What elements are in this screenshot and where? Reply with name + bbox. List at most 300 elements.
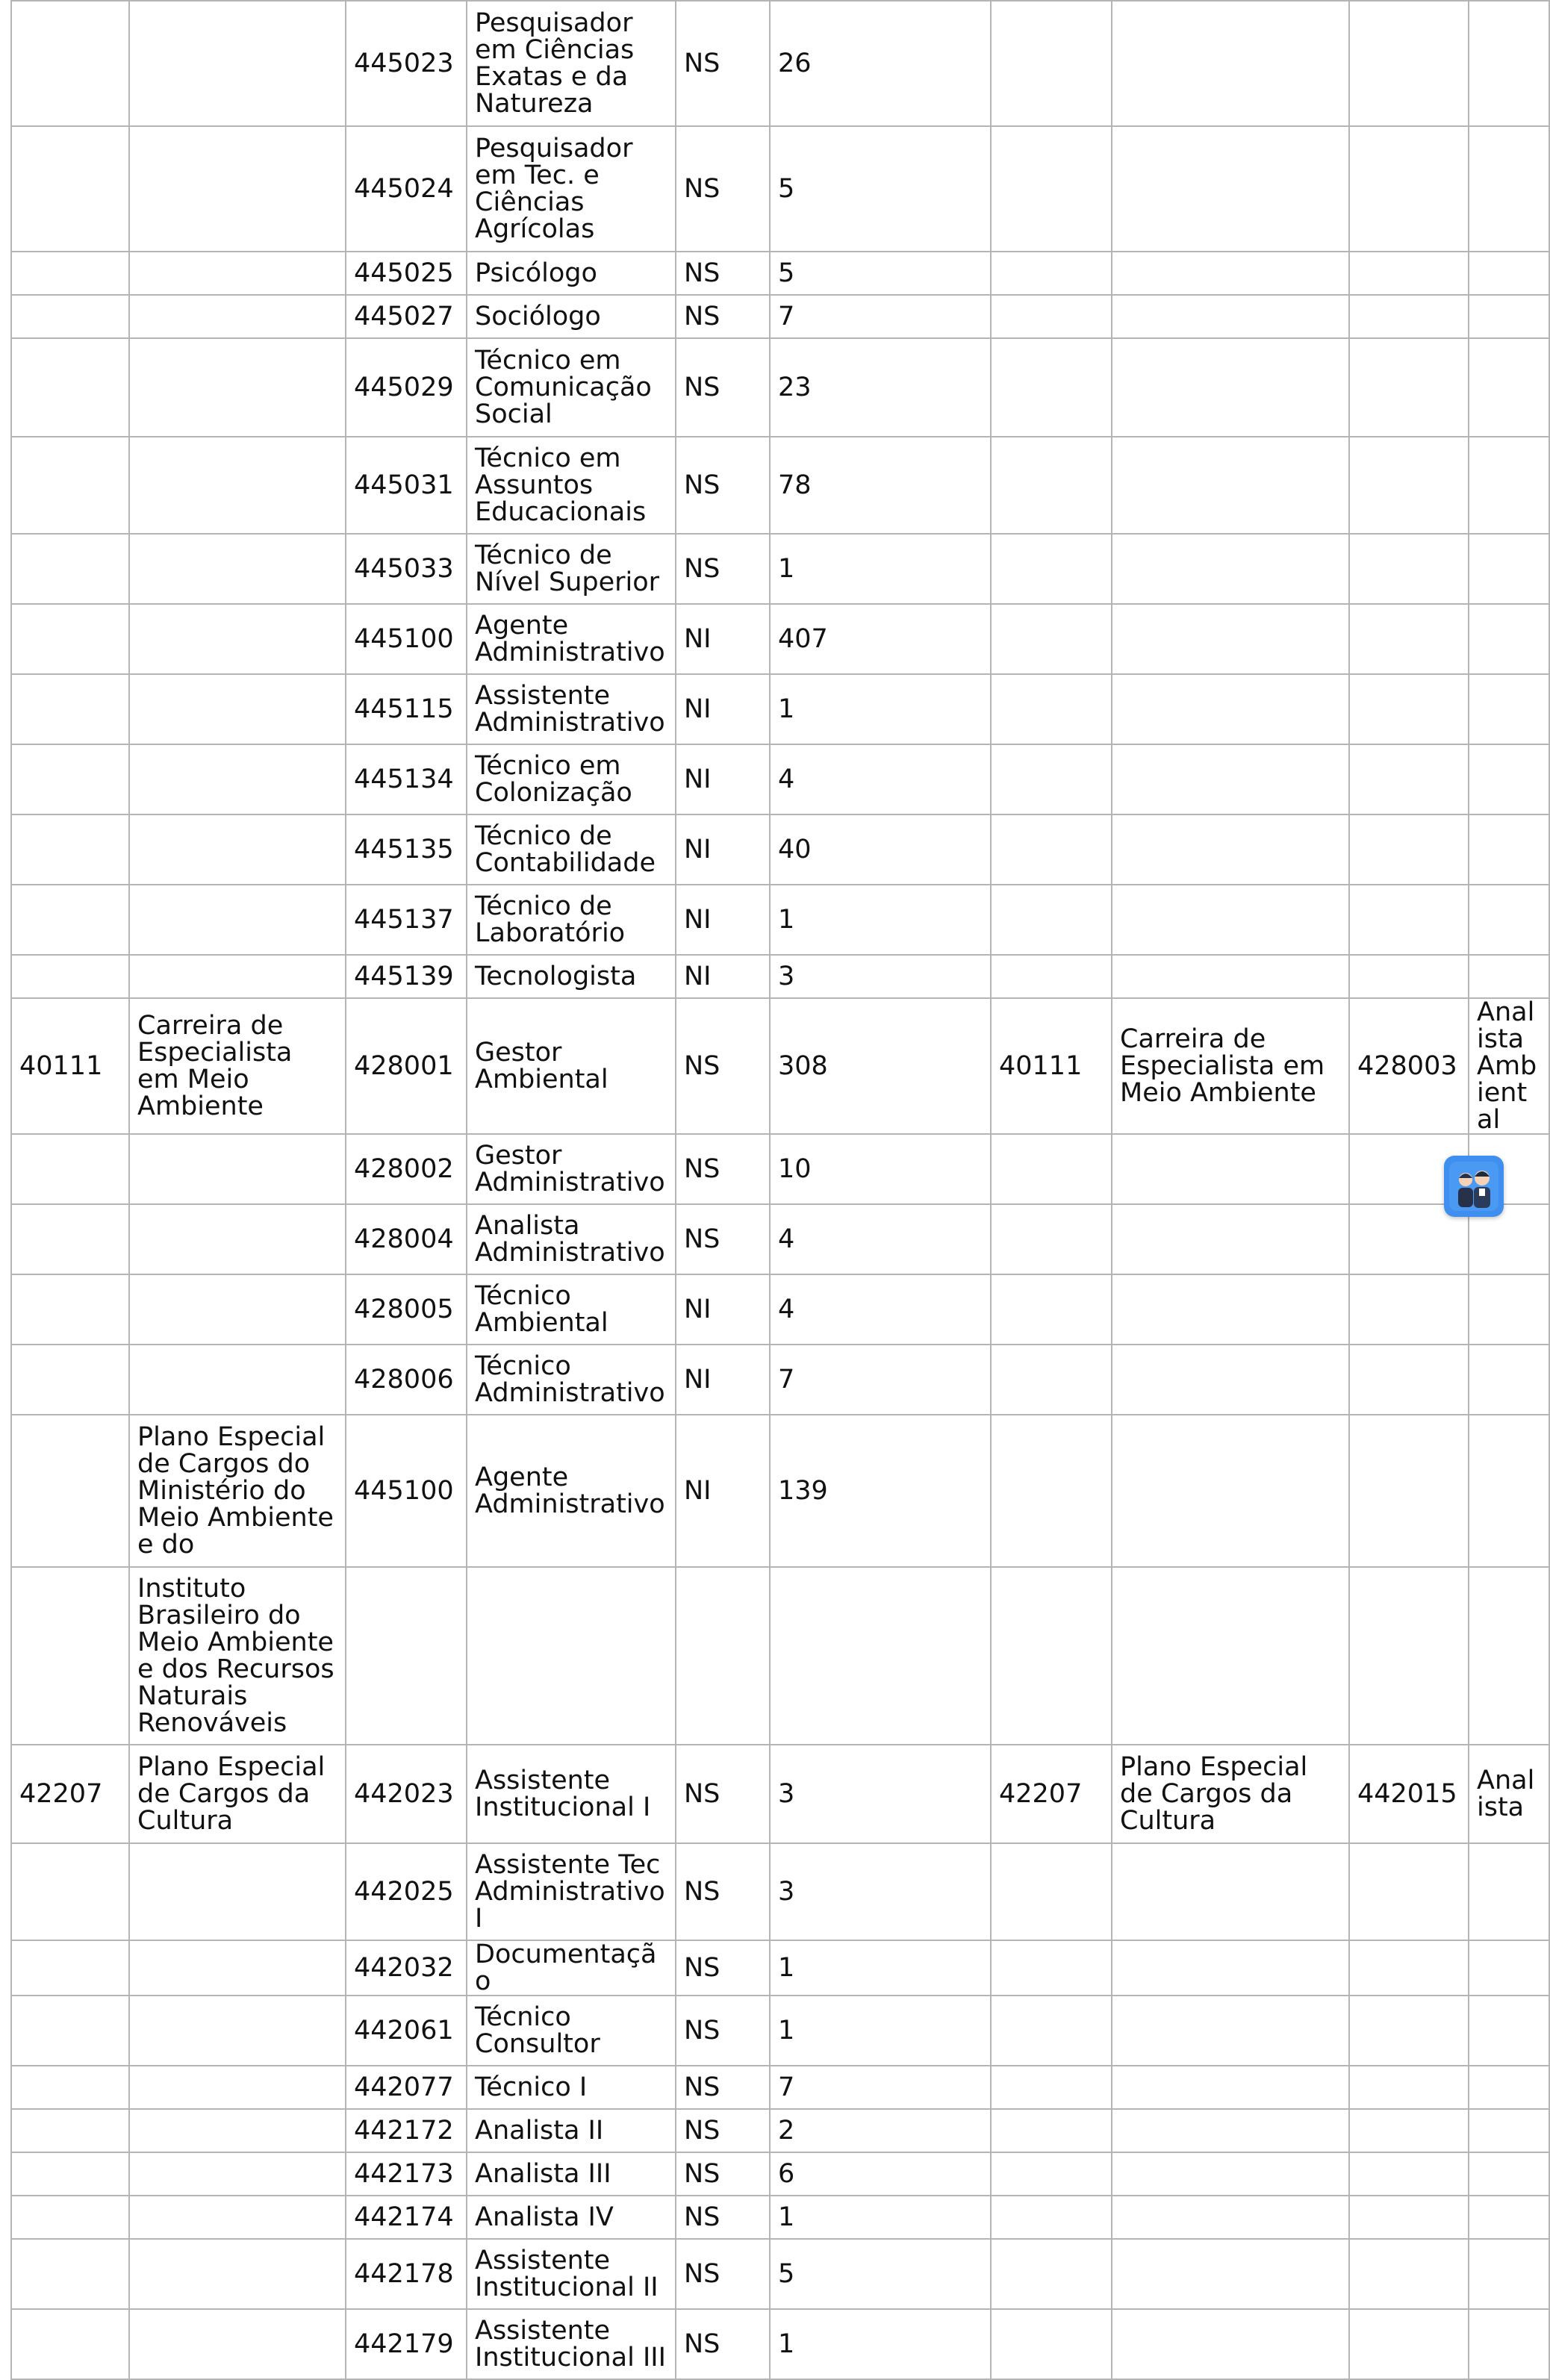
cell-code-a bbox=[11, 674, 129, 744]
cell-career-a bbox=[129, 1, 346, 126]
cell-position-code-b bbox=[1349, 2239, 1469, 2309]
cell-position-code: 445139 bbox=[346, 955, 467, 998]
cell-position-code: 442178 bbox=[346, 2239, 467, 2309]
cell-position-name: Documentação bbox=[467, 1940, 676, 1996]
cell-position-name-b bbox=[1469, 955, 1549, 998]
cell-level: NS bbox=[676, 1843, 770, 1940]
cell-code-b: 40111 bbox=[991, 998, 1112, 1134]
cell-code-a bbox=[11, 338, 129, 437]
cell-code-a bbox=[11, 1274, 129, 1345]
cell-quantity: 3 bbox=[770, 1745, 991, 1843]
cell-code-a bbox=[11, 1996, 129, 2066]
cell-career-b bbox=[1112, 252, 1349, 295]
table-row bbox=[11, 534, 1549, 604]
cell-quantity: 4 bbox=[770, 1204, 991, 1274]
cell-quantity: 407 bbox=[770, 604, 991, 674]
cell-code-b bbox=[991, 1274, 1112, 1345]
cell-position-code-b bbox=[1349, 1345, 1469, 1415]
cell-career-a bbox=[129, 1274, 346, 1345]
cell-level: NI bbox=[676, 814, 770, 885]
cell-position-name-b bbox=[1469, 534, 1549, 604]
cell-position-code-b bbox=[1349, 814, 1469, 885]
cell-code-b bbox=[991, 2152, 1112, 2196]
table-row bbox=[11, 1415, 1549, 1567]
cell-code-a bbox=[11, 2196, 129, 2239]
cell-code-a bbox=[11, 885, 129, 955]
cell-quantity: 1 bbox=[770, 1940, 991, 1996]
cell-level: NS bbox=[676, 1134, 770, 1204]
cell-position-code-b bbox=[1349, 955, 1469, 998]
cell-career-b bbox=[1112, 744, 1349, 814]
cell-career-b bbox=[1112, 1, 1349, 126]
cell-position-name: Técnico em Assuntos Educacionais bbox=[467, 437, 676, 534]
table-row bbox=[11, 437, 1549, 534]
cell-position-code: 442077 bbox=[346, 2066, 467, 2109]
cell-quantity: 139 bbox=[770, 1415, 991, 1567]
cell-position-name: Assistente Institucional I bbox=[467, 1745, 676, 1843]
cell-code-b bbox=[991, 885, 1112, 955]
cell-career-b bbox=[1112, 1567, 1349, 1745]
cell-quantity: 1 bbox=[770, 534, 991, 604]
cell-career-b bbox=[1112, 1204, 1349, 1274]
cell-position-code bbox=[346, 1567, 467, 1745]
cell-code-b bbox=[991, 604, 1112, 674]
cell-code-a bbox=[11, 2066, 129, 2109]
table-row bbox=[11, 1996, 1549, 2066]
cell-quantity: 26 bbox=[770, 1, 991, 126]
cell-position-name-b bbox=[1469, 2196, 1549, 2239]
cell-code-a: 40111 bbox=[11, 998, 129, 1134]
table-row bbox=[11, 998, 1549, 1134]
cell-level: NS bbox=[676, 2309, 770, 2379]
cell-career-a bbox=[129, 2309, 346, 2379]
cell-career-a bbox=[129, 437, 346, 534]
cell-level: NS bbox=[676, 437, 770, 534]
cell-position-name-b bbox=[1469, 1567, 1549, 1745]
table-row bbox=[11, 2152, 1549, 2196]
table-row bbox=[11, 1, 1549, 126]
cell-level bbox=[676, 1567, 770, 1745]
cell-position-code-b bbox=[1349, 1, 1469, 126]
cell-code-b bbox=[991, 338, 1112, 437]
cell-code-a bbox=[11, 814, 129, 885]
cell-position-code: 428005 bbox=[346, 1274, 467, 1345]
table-row bbox=[11, 604, 1549, 674]
cell-quantity: 40 bbox=[770, 814, 991, 885]
cell-career-b bbox=[1112, 955, 1349, 998]
cell-career-a bbox=[129, 2239, 346, 2309]
cell-position-name: Agente Administrativo bbox=[467, 604, 676, 674]
cell-position-code-b: 428003 bbox=[1349, 998, 1469, 1134]
cell-position-name-b: Analista bbox=[1469, 1745, 1549, 1843]
cell-career-a bbox=[129, 252, 346, 295]
cell-code-a bbox=[11, 955, 129, 998]
cell-level: NS bbox=[676, 338, 770, 437]
cell-position-code: 442174 bbox=[346, 2196, 467, 2239]
cell-position-name-b bbox=[1469, 674, 1549, 744]
cell-position-name-b bbox=[1469, 1345, 1549, 1415]
cell-position-code-b bbox=[1349, 1274, 1469, 1345]
cell-position-name: Técnico de Laboratório bbox=[467, 885, 676, 955]
cell-level: NI bbox=[676, 1274, 770, 1345]
cell-position-code: 445100 bbox=[346, 604, 467, 674]
cell-position-name-b: Analista Ambiental bbox=[1469, 998, 1549, 1134]
cell-level: NS bbox=[676, 1940, 770, 1996]
cell-level: NS bbox=[676, 534, 770, 604]
cell-position-name: Assistente Administrativo bbox=[467, 674, 676, 744]
cell-career-b bbox=[1112, 885, 1349, 955]
cell-position-name: Assistente Institucional III bbox=[467, 2309, 676, 2379]
cell-position-code: 445100 bbox=[346, 1415, 467, 1567]
cell-career-a bbox=[129, 885, 346, 955]
cell-position-name bbox=[467, 1567, 676, 1745]
cell-level: NS bbox=[676, 2109, 770, 2152]
table-row bbox=[11, 1745, 1549, 1843]
cell-code-a bbox=[11, 1843, 129, 1940]
cell-code-a bbox=[11, 252, 129, 295]
cell-career-a bbox=[129, 2066, 346, 2109]
cell-position-code-b bbox=[1349, 338, 1469, 437]
table-row bbox=[11, 1345, 1549, 1415]
cell-quantity: 5 bbox=[770, 126, 991, 252]
cell-position-name: Técnico de Contabilidade bbox=[467, 814, 676, 885]
cell-code-a bbox=[11, 126, 129, 252]
cell-quantity: 23 bbox=[770, 338, 991, 437]
floating-assistant-button[interactable] bbox=[1444, 1156, 1504, 1217]
cell-position-code: 445137 bbox=[346, 885, 467, 955]
cell-position-name: Assistente Tec Administrativo I bbox=[467, 1843, 676, 1940]
cell-code-a bbox=[11, 1415, 129, 1567]
cell-quantity: 5 bbox=[770, 252, 991, 295]
cell-position-code: 428006 bbox=[346, 1345, 467, 1415]
cell-code-b bbox=[991, 1345, 1112, 1415]
table-row bbox=[11, 674, 1549, 744]
cell-career-b bbox=[1112, 2066, 1349, 2109]
cell-career-b bbox=[1112, 1134, 1349, 1204]
cell-position-name: Assistente Institucional II bbox=[467, 2239, 676, 2309]
cell-position-name: Psicólogo bbox=[467, 252, 676, 295]
cell-career-a bbox=[129, 744, 346, 814]
cell-code-a bbox=[11, 2152, 129, 2196]
cell-code-b bbox=[991, 1204, 1112, 1274]
cell-code-b bbox=[991, 1567, 1112, 1745]
table-row bbox=[11, 338, 1549, 437]
table-row bbox=[11, 252, 1549, 295]
cell-position-name: Pesquisador em Ciências Exatas e da Natureza bbox=[467, 1, 676, 126]
cell-position-name: Técnico em Colonização bbox=[467, 744, 676, 814]
cell-code-b bbox=[991, 1940, 1112, 1996]
cell-position-name-b bbox=[1469, 126, 1549, 252]
cell-position-name-b bbox=[1469, 2109, 1549, 2152]
cell-code-b bbox=[991, 252, 1112, 295]
cell-career-a bbox=[129, 1940, 346, 1996]
cell-code-a bbox=[11, 744, 129, 814]
cell-career-b bbox=[1112, 2109, 1349, 2152]
cell-career-b bbox=[1112, 814, 1349, 885]
cell-code-b bbox=[991, 126, 1112, 252]
cell-position-name-b bbox=[1469, 604, 1549, 674]
cell-code-a bbox=[11, 534, 129, 604]
cell-position-code: 442173 bbox=[346, 2152, 467, 2196]
cell-position-name: Técnico de Nível Superior bbox=[467, 534, 676, 604]
cell-career-b: Carreira de Especialista em Meio Ambiente bbox=[1112, 998, 1349, 1134]
cell-code-a bbox=[11, 1204, 129, 1274]
cell-position-code-b bbox=[1349, 534, 1469, 604]
cell-position-code: 445134 bbox=[346, 744, 467, 814]
cell-quantity: 2 bbox=[770, 2109, 991, 2152]
cell-position-code: 428004 bbox=[346, 1204, 467, 1274]
cell-code-b bbox=[991, 1, 1112, 126]
cell-code-b bbox=[991, 2309, 1112, 2379]
cell-position-code-b bbox=[1349, 674, 1469, 744]
cell-quantity: 4 bbox=[770, 1274, 991, 1345]
cell-level: NS bbox=[676, 1, 770, 126]
cell-position-name-b bbox=[1469, 2066, 1549, 2109]
cell-quantity: 5 bbox=[770, 2239, 991, 2309]
cell-level: NS bbox=[676, 126, 770, 252]
cell-position-name: Analista Administrativo bbox=[467, 1204, 676, 1274]
cell-level: NI bbox=[676, 744, 770, 814]
cell-code-b bbox=[991, 437, 1112, 534]
cell-code-b bbox=[991, 1415, 1112, 1567]
cell-code-b bbox=[991, 534, 1112, 604]
cell-quantity: 1 bbox=[770, 1996, 991, 2066]
cell-career-a: Plano Especial de Cargos do Ministério do Meio Ambiente e do bbox=[129, 1415, 346, 1567]
cell-position-code-b bbox=[1349, 2066, 1469, 2109]
cell-career-b bbox=[1112, 2152, 1349, 2196]
cell-career-a bbox=[129, 295, 346, 338]
cell-position-code-b: 442015 bbox=[1349, 1745, 1469, 1843]
cell-code-a bbox=[11, 2309, 129, 2379]
cell-level: NI bbox=[676, 674, 770, 744]
cell-level: NS bbox=[676, 252, 770, 295]
cell-position-code-b bbox=[1349, 1843, 1469, 1940]
cell-position-code: 445115 bbox=[346, 674, 467, 744]
cell-career-a bbox=[129, 1204, 346, 1274]
cell-position-code-b bbox=[1349, 1567, 1469, 1745]
cell-code-a bbox=[11, 2239, 129, 2309]
cell-position-code-b bbox=[1349, 604, 1469, 674]
cell-position-name: Técnico em Comunicação Social bbox=[467, 338, 676, 437]
cell-level: NS bbox=[676, 2196, 770, 2239]
cell-position-code: 442179 bbox=[346, 2309, 467, 2379]
cell-code-a bbox=[11, 295, 129, 338]
cell-code-b bbox=[991, 814, 1112, 885]
people-avatar-icon bbox=[1449, 1162, 1498, 1211]
cell-level: NS bbox=[676, 998, 770, 1134]
cell-position-code: 442025 bbox=[346, 1843, 467, 1940]
cell-career-a bbox=[129, 2196, 346, 2239]
cell-position-name: Pesquisador em Tec. e Ciências Agrícolas bbox=[467, 126, 676, 252]
cell-level: NI bbox=[676, 885, 770, 955]
cell-position-code-b bbox=[1349, 744, 1469, 814]
cell-level: NS bbox=[676, 2066, 770, 2109]
cell-quantity: 3 bbox=[770, 1843, 991, 1940]
cell-career-a bbox=[129, 338, 346, 437]
cell-quantity: 4 bbox=[770, 744, 991, 814]
cell-code-b bbox=[991, 1134, 1112, 1204]
cell-position-code-b bbox=[1349, 295, 1469, 338]
cell-position-code-b bbox=[1349, 1415, 1469, 1567]
table-row bbox=[11, 1940, 1549, 1996]
cell-code-b bbox=[991, 1843, 1112, 1940]
cell-position-code: 428002 bbox=[346, 1134, 467, 1204]
cell-quantity: 308 bbox=[770, 998, 991, 1134]
cell-position-code-b bbox=[1349, 2152, 1469, 2196]
cell-career-a bbox=[129, 2152, 346, 2196]
table-row bbox=[11, 1204, 1549, 1274]
cell-quantity: 10 bbox=[770, 1134, 991, 1204]
cell-level: NS bbox=[676, 1996, 770, 2066]
cell-career-a bbox=[129, 674, 346, 744]
cell-quantity: 6 bbox=[770, 2152, 991, 2196]
cell-position-name-b bbox=[1469, 338, 1549, 437]
cell-quantity: 7 bbox=[770, 295, 991, 338]
cell-career-b bbox=[1112, 126, 1349, 252]
cell-position-name-b bbox=[1469, 1996, 1549, 2066]
cell-career-a bbox=[129, 1996, 346, 2066]
cell-career-b bbox=[1112, 338, 1349, 437]
cell-code-b bbox=[991, 295, 1112, 338]
table-row bbox=[11, 2239, 1549, 2309]
cell-position-code-b bbox=[1349, 2109, 1469, 2152]
table-row bbox=[11, 2066, 1549, 2109]
cell-position-name-b bbox=[1469, 1843, 1549, 1940]
cell-career-b bbox=[1112, 604, 1349, 674]
cell-career-b: Plano Especial de Cargos da Cultura bbox=[1112, 1745, 1349, 1843]
cell-career-a bbox=[129, 604, 346, 674]
cell-career-a bbox=[129, 814, 346, 885]
cell-code-b bbox=[991, 2066, 1112, 2109]
cell-code-a bbox=[11, 1940, 129, 1996]
cell-code-a: 42207 bbox=[11, 1745, 129, 1843]
cell-career-b bbox=[1112, 2196, 1349, 2239]
cell-position-name-b bbox=[1469, 295, 1549, 338]
cell-position-code-b bbox=[1349, 885, 1469, 955]
cell-level: NI bbox=[676, 604, 770, 674]
cell-position-name-b bbox=[1469, 744, 1549, 814]
cell-code-b bbox=[991, 674, 1112, 744]
cell-level: NI bbox=[676, 1345, 770, 1415]
cell-position-name: Analista II bbox=[467, 2109, 676, 2152]
cell-career-b bbox=[1112, 1996, 1349, 2066]
cell-position-name: Técnico Ambiental bbox=[467, 1274, 676, 1345]
cell-quantity: 3 bbox=[770, 955, 991, 998]
cell-code-a bbox=[11, 1134, 129, 1204]
cell-position-name: Técnico Administrativo bbox=[467, 1345, 676, 1415]
cell-position-name: Analista III bbox=[467, 2152, 676, 2196]
cell-position-name-b bbox=[1469, 885, 1549, 955]
cell-quantity: 78 bbox=[770, 437, 991, 534]
table-row bbox=[11, 2309, 1549, 2379]
cell-career-b bbox=[1112, 1940, 1349, 1996]
cell-career-a: Instituto Brasileiro do Meio Ambiente e dos Recursos Naturais Renováveis bbox=[129, 1567, 346, 1745]
cell-level: NS bbox=[676, 2152, 770, 2196]
cell-position-code-b bbox=[1349, 2196, 1469, 2239]
cell-code-b bbox=[991, 955, 1112, 998]
cell-position-name: Agente Administrativo bbox=[467, 1415, 676, 1567]
cell-code-a bbox=[11, 604, 129, 674]
cell-career-b bbox=[1112, 1843, 1349, 1940]
cell-career-a bbox=[129, 126, 346, 252]
cell-quantity: 7 bbox=[770, 2066, 991, 2109]
cell-level: NI bbox=[676, 1415, 770, 1567]
cell-level: NS bbox=[676, 295, 770, 338]
cell-career-b bbox=[1112, 295, 1349, 338]
cell-position-code: 445027 bbox=[346, 295, 467, 338]
cell-career-b bbox=[1112, 1274, 1349, 1345]
cell-position-code-b bbox=[1349, 252, 1469, 295]
cell-quantity: 7 bbox=[770, 1345, 991, 1415]
cell-code-b: 42207 bbox=[991, 1745, 1112, 1843]
cell-position-name-b bbox=[1469, 1415, 1549, 1567]
cell-career-b bbox=[1112, 437, 1349, 534]
cell-position-name: Técnico Consultor bbox=[467, 1996, 676, 2066]
cell-career-b bbox=[1112, 2309, 1349, 2379]
cell-position-name: Gestor Ambiental bbox=[467, 998, 676, 1134]
cell-career-b bbox=[1112, 1345, 1349, 1415]
cell-quantity: 1 bbox=[770, 2309, 991, 2379]
cell-position-name-b bbox=[1469, 1940, 1549, 1996]
cell-position-code: 442061 bbox=[346, 1996, 467, 2066]
cell-career-a bbox=[129, 1134, 346, 1204]
cell-code-b bbox=[991, 744, 1112, 814]
cell-position-code-b bbox=[1349, 1996, 1469, 2066]
cell-position-name-b bbox=[1469, 2309, 1549, 2379]
cell-level: NS bbox=[676, 1745, 770, 1843]
cell-level: NS bbox=[676, 2239, 770, 2309]
cell-position-name: Analista IV bbox=[467, 2196, 676, 2239]
cell-position-name-b bbox=[1469, 252, 1549, 295]
cell-position-code-b bbox=[1349, 2309, 1469, 2379]
table-row bbox=[11, 295, 1549, 338]
cell-position-name: Gestor Administrativo bbox=[467, 1134, 676, 1204]
cell-position-code: 445135 bbox=[346, 814, 467, 885]
table-row bbox=[11, 2196, 1549, 2239]
cell-career-a: Plano Especial de Cargos da Cultura bbox=[129, 1745, 346, 1843]
cell-code-b bbox=[991, 2109, 1112, 2152]
cell-quantity: 1 bbox=[770, 674, 991, 744]
cell-career-b bbox=[1112, 2239, 1349, 2309]
table-row bbox=[11, 1843, 1549, 1940]
cell-career-b bbox=[1112, 1415, 1349, 1567]
table-row bbox=[11, 1134, 1549, 1204]
cell-position-code-b bbox=[1349, 126, 1469, 252]
cell-position-code: 428001 bbox=[346, 998, 467, 1134]
cell-code-a bbox=[11, 1345, 129, 1415]
cell-position-code-b bbox=[1349, 1940, 1469, 1996]
cell-position-name-b bbox=[1469, 437, 1549, 534]
cell-position-code: 442023 bbox=[346, 1745, 467, 1843]
cell-code-b bbox=[991, 2239, 1112, 2309]
cell-career-a bbox=[129, 534, 346, 604]
cell-position-code: 442172 bbox=[346, 2109, 467, 2152]
cell-career-a bbox=[129, 1345, 346, 1415]
cell-position-code-b bbox=[1349, 437, 1469, 534]
cell-position-name-b bbox=[1469, 2239, 1549, 2309]
cell-career-b bbox=[1112, 674, 1349, 744]
cell-code-b bbox=[991, 2196, 1112, 2239]
cell-level: NS bbox=[676, 1204, 770, 1274]
cell-code-b bbox=[991, 1996, 1112, 2066]
table-row bbox=[11, 814, 1549, 885]
cell-position-code: 442032 bbox=[346, 1940, 467, 1996]
career-positions-table bbox=[10, 0, 1550, 2380]
cell-position-code: 445024 bbox=[346, 126, 467, 252]
cell-position-code: 445029 bbox=[346, 338, 467, 437]
table-row bbox=[11, 1567, 1549, 1745]
cell-position-code: 445025 bbox=[346, 252, 467, 295]
